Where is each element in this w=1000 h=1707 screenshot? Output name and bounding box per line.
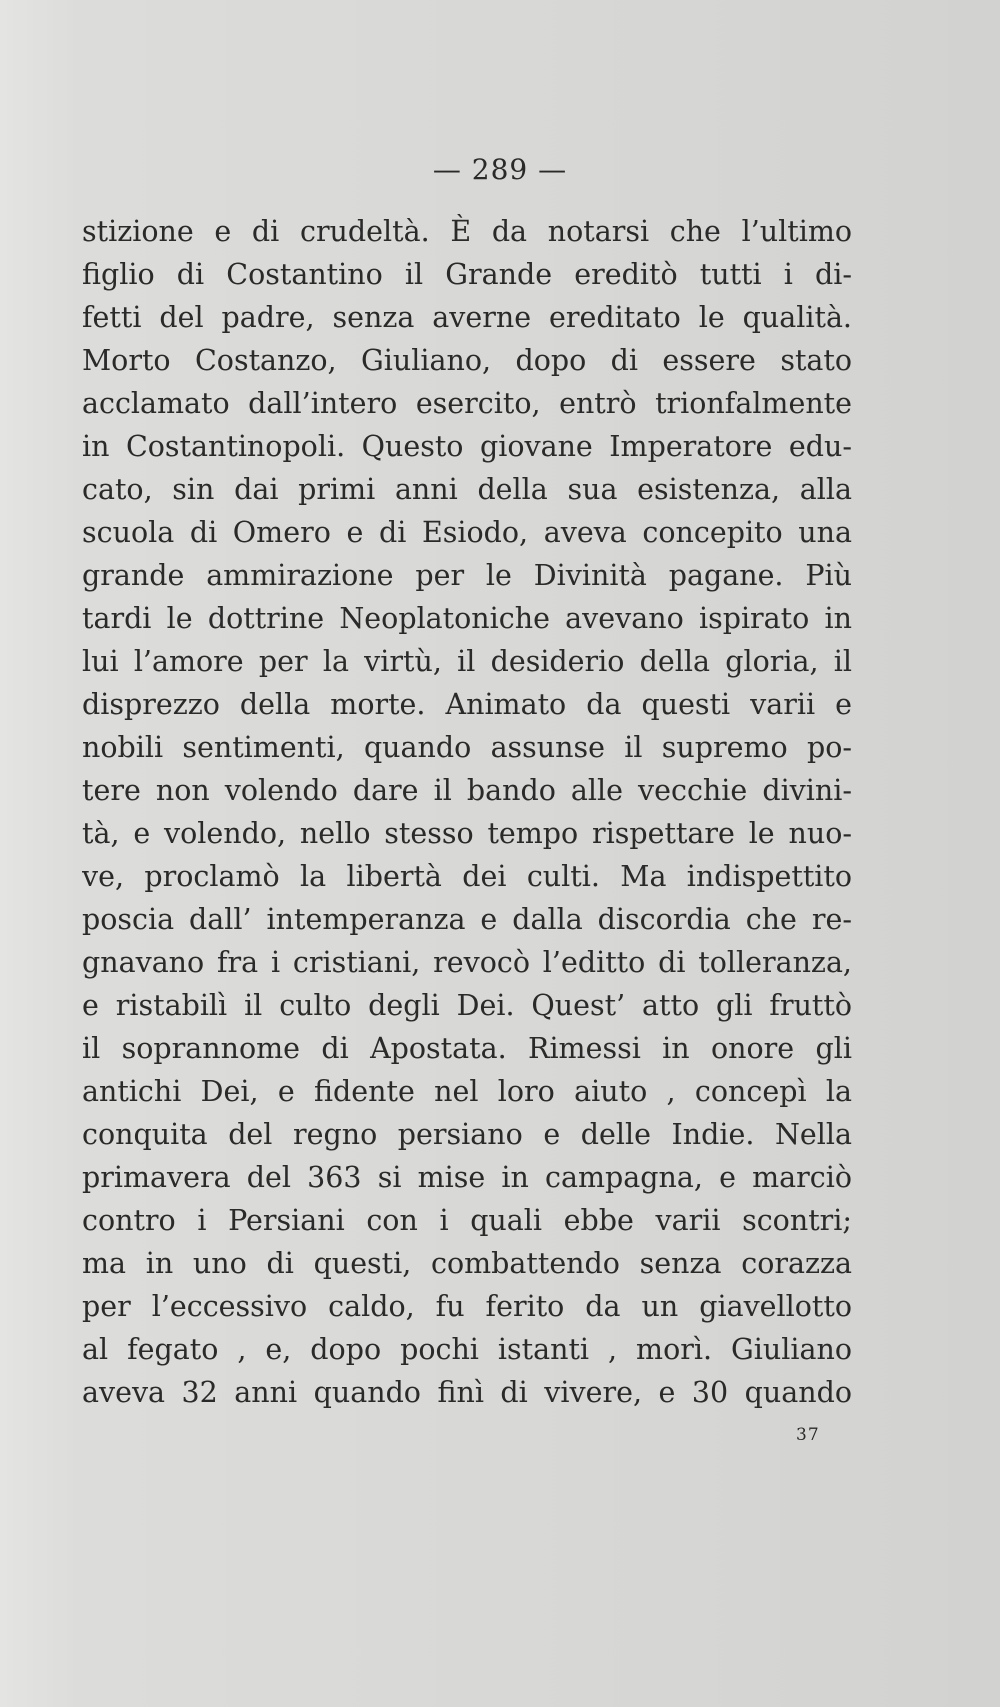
text-line: poscia dall’ intemperanza e dalla discordia che re- bbox=[82, 903, 852, 936]
text-line: e ristabilì il culto degli Dei. Quest’ atto gli fruttò bbox=[82, 989, 852, 1022]
text-line: figlio di Costantino il Grande ereditò tutti i di- bbox=[82, 258, 852, 291]
text-line: contro i Persiani con i quali ebbe varii scontri; bbox=[82, 1204, 852, 1237]
text-line: antichi Dei, e fidente nel loro aiuto , concepì la bbox=[82, 1075, 852, 1108]
text-line: nobili sentimenti, quando assunse il supremo po- bbox=[82, 731, 852, 764]
text-line: aveva 32 anni quando finì di vivere, e 30 quando bbox=[82, 1376, 852, 1409]
text-line: tà, e volendo, nello stesso tempo rispettare le nuo- bbox=[82, 817, 852, 850]
body-text bbox=[82, 210, 852, 1414]
text-line: cato, sin dai primi anni della sua esistenza, alla bbox=[82, 473, 852, 506]
signature-mark: 37 bbox=[796, 1425, 820, 1445]
text-line: scuola di Omero e di Esiodo, aveva concepito una bbox=[82, 516, 852, 549]
text-line: lui l’amore per la virtù, il desiderio della gloria, il bbox=[82, 645, 852, 678]
text-line: in Costantinopoli. Questo giovane Imperatore edu- bbox=[82, 430, 852, 463]
text-line: primavera del 363 si mise in campagna, e marciò bbox=[82, 1161, 852, 1194]
text-line: ve, proclamò la libertà dei culti. Ma indispettito bbox=[82, 860, 852, 893]
text-line: il soprannome di Apostata. Rimessi in onore gli bbox=[82, 1032, 852, 1065]
text-line: gnavano fra i cristiani, revocò l’editto di tolleranza, bbox=[82, 946, 852, 979]
text-line: Morto Costanzo, Giuliano, dopo di essere stato bbox=[82, 344, 852, 377]
text-line: ma in uno di questi, combattendo senza corazza bbox=[82, 1247, 852, 1280]
text-line: al fegato , e, dopo pochi istanti , morì. Giuliano bbox=[82, 1333, 852, 1366]
text-line: acclamato dall’intero esercito, entrò trionfalmente bbox=[82, 387, 852, 420]
page-number-header: — 289 — bbox=[432, 153, 568, 186]
text-line: tardi le dottrine Neoplatoniche avevano ispirato in bbox=[82, 602, 852, 635]
text-line: disprezzo della morte. Animato da questi varii e bbox=[82, 688, 852, 721]
text-line: fetti del padre, senza averne ereditato le qualità. bbox=[82, 301, 852, 334]
text-line: conquita del regno persiano e delle Indie. Nella bbox=[82, 1118, 852, 1151]
text-line: stizione e di crudeltà. È da notarsi che l’ultimo bbox=[82, 215, 852, 248]
text-line: grande ammirazione per le Divinità pagane. Più bbox=[82, 559, 852, 592]
text-line: tere non volendo dare il bando alle vecchie divini- bbox=[82, 774, 852, 807]
text-line: per l’eccessivo caldo, fu ferito da un giavellotto bbox=[82, 1290, 852, 1323]
